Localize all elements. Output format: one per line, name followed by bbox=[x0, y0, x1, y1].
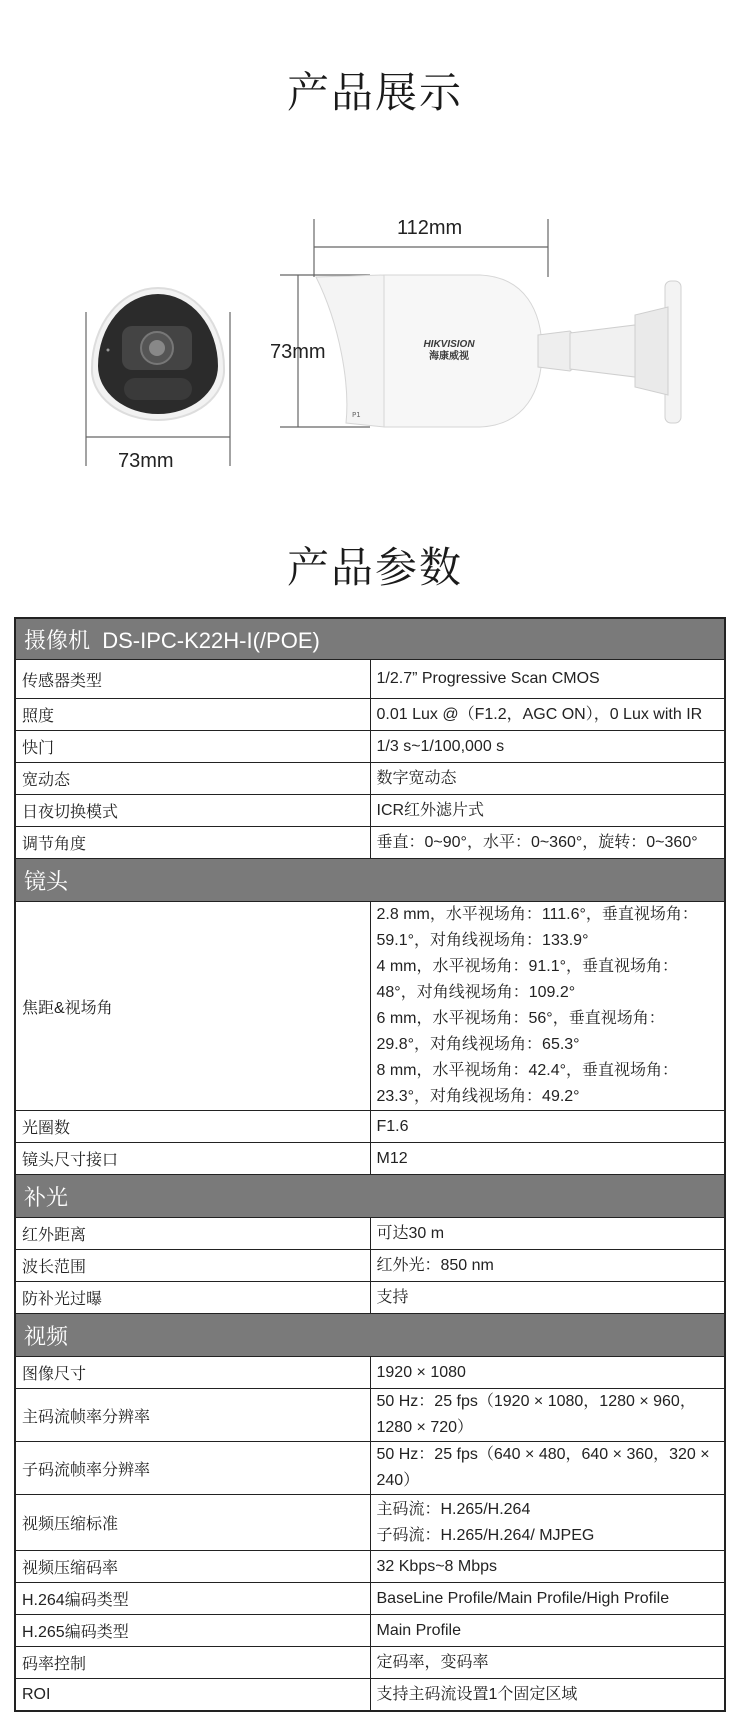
spec-value-line: 1920 × 1080 bbox=[376, 1363, 466, 1381]
spec-row bbox=[16, 902, 724, 1111]
spec-key: 照度 bbox=[16, 699, 370, 731]
spec-value-line: 4 mm，水平视场角：91.1°，垂直视场角：48°，对角线视场角：109.2° bbox=[376, 958, 679, 1001]
spec-row bbox=[16, 1615, 724, 1647]
spec-value-line: 1/2.7” Progressive Scan CMOS bbox=[376, 670, 600, 687]
brand-en: HIKVISION bbox=[423, 339, 475, 350]
spec-key: 视频压缩标准 bbox=[16, 1495, 370, 1551]
spec-value-line: ICR红外滤片式 bbox=[376, 801, 485, 819]
spec-row bbox=[16, 1111, 724, 1143]
light-header bbox=[16, 1175, 724, 1218]
spec-value bbox=[370, 827, 724, 859]
spec-value-line: M12 bbox=[376, 1149, 408, 1167]
spec-value-line: 50 Hz：25 fps（1920 × 1080，1280 × 960，1280 × 720） bbox=[376, 1393, 696, 1436]
spec-value bbox=[370, 1143, 724, 1175]
camera-front-illustration bbox=[80, 280, 240, 470]
spec-value-line: 6 mm，水平视场角：56°，垂直视场角：29.8°，对角线视场角：65.3° bbox=[376, 1010, 665, 1053]
spec-value-line: BaseLine Profile/Main Profile/High Profile bbox=[376, 1589, 670, 1607]
side-length-label: 112mm bbox=[397, 217, 463, 239]
camera-side-illustration bbox=[280, 215, 690, 430]
spec-key: 光圈数 bbox=[16, 1111, 370, 1143]
spec-value bbox=[370, 795, 724, 827]
spec-value bbox=[370, 731, 724, 763]
spec-value bbox=[370, 1442, 724, 1495]
spec-value bbox=[370, 1615, 724, 1647]
spec-row bbox=[16, 1495, 724, 1551]
side-height-label: 73mm bbox=[270, 341, 326, 363]
spec-key: 传感器类型 bbox=[16, 660, 370, 699]
spec-value-line: 主码流：H.265/H.264 bbox=[376, 1500, 531, 1518]
spec-row bbox=[16, 660, 724, 699]
section-label: 镜头 bbox=[24, 868, 69, 894]
spec-value bbox=[370, 1357, 724, 1389]
spec-key: 主码流帧率分辨率 bbox=[16, 1389, 370, 1442]
spec-value-line: F1.6 bbox=[376, 1117, 409, 1135]
spec-row bbox=[16, 1143, 724, 1175]
spec-row bbox=[16, 699, 724, 731]
video-header bbox=[16, 1314, 724, 1357]
spec-value-line: 红外光：850 nm bbox=[376, 1256, 494, 1274]
spec-row bbox=[16, 1551, 724, 1583]
spec-key: 视频压缩码率 bbox=[16, 1551, 370, 1583]
spec-key: 调节角度 bbox=[16, 827, 370, 859]
spec-value bbox=[370, 1218, 724, 1250]
spec-key: 红外距离 bbox=[16, 1218, 370, 1250]
spec-row bbox=[16, 1282, 724, 1314]
brand-cn: 海康威视 bbox=[429, 351, 469, 362]
spec-row bbox=[16, 1250, 724, 1282]
spec-row bbox=[16, 1647, 724, 1679]
spec-value-line: Main Profile bbox=[376, 1621, 461, 1639]
spec-value bbox=[370, 1679, 724, 1711]
spec-row bbox=[16, 731, 724, 763]
spec-value bbox=[370, 1495, 724, 1551]
lens-header bbox=[16, 859, 724, 902]
spec-row bbox=[16, 1218, 724, 1250]
spec-value-line: 32 Kbps~8 Mbps bbox=[376, 1557, 498, 1575]
spec-key: 镜头尺寸接口 bbox=[16, 1143, 370, 1175]
spec-key: 子码流帧率分辨率 bbox=[16, 1442, 370, 1495]
spec-key: 码率控制 bbox=[16, 1647, 370, 1679]
spec-key: 日夜切换模式 bbox=[16, 795, 370, 827]
spec-value bbox=[370, 1111, 724, 1143]
spec-value-line: 可达30 m bbox=[376, 1224, 445, 1242]
spec-value-line: 8 mm，水平视场角：42.4°，垂直视场角：23.3°，对角线视场角：49.2° bbox=[376, 1062, 679, 1105]
spec-table bbox=[14, 617, 726, 1712]
front-width-label: 73mm bbox=[118, 450, 174, 472]
spec-value-line: 数字宽动态 bbox=[376, 769, 457, 787]
spec-value bbox=[370, 1551, 724, 1583]
spec-key: 宽动态 bbox=[16, 763, 370, 795]
spec-value-line: 50 Hz：25 fps（640 × 480，640 × 360，320 × 240） bbox=[376, 1446, 710, 1489]
section-label: 视频 bbox=[24, 1323, 69, 1349]
spec-value bbox=[370, 660, 724, 699]
spec-value-line: 支持主码流设置1个固定区域 bbox=[376, 1685, 578, 1703]
spec-value bbox=[370, 1583, 724, 1615]
model-number: DS-IPC-K22H-I(/POE) bbox=[102, 627, 320, 653]
spec-row bbox=[16, 763, 724, 795]
spec-row bbox=[16, 827, 724, 859]
spec-key: 图像尺寸 bbox=[16, 1357, 370, 1389]
params-title: 产品参数 bbox=[286, 543, 463, 592]
brand-logo bbox=[414, 339, 484, 363]
spec-value-line: 1/3 s~1/100,000 s bbox=[376, 737, 505, 755]
spec-key: H.264编码类型 bbox=[16, 1583, 370, 1615]
spec-value-line: 子码流：H.265/H.264/ MJPEG bbox=[376, 1526, 595, 1544]
spec-key: H.265编码类型 bbox=[16, 1615, 370, 1647]
spec-value-line: 2.8 mm，水平视场角：111.6°，垂直视场角：59.1°，对角线视场角：133.9° bbox=[376, 906, 698, 949]
section-label: 摄像机 bbox=[24, 627, 91, 653]
spec-value bbox=[370, 1250, 724, 1282]
spec-row bbox=[16, 1357, 724, 1389]
spec-key: 快门 bbox=[16, 731, 370, 763]
display-title: 产品展示 bbox=[286, 68, 463, 117]
spec-row bbox=[16, 1679, 724, 1711]
camera-header bbox=[16, 619, 724, 660]
spec-row bbox=[16, 1389, 724, 1442]
spec-value bbox=[370, 902, 724, 1111]
spec-row bbox=[16, 1442, 724, 1495]
spec-key: 波长范围 bbox=[16, 1250, 370, 1282]
spec-row bbox=[16, 795, 724, 827]
spec-value bbox=[370, 1389, 724, 1442]
spec-value-line: 垂直：0~90°，水平：0~360°，旋转：0~360° bbox=[376, 833, 698, 851]
spec-value bbox=[370, 1647, 724, 1679]
spec-key: 焦距&视场角 bbox=[16, 902, 370, 1111]
spec-key: 防补光过曝 bbox=[16, 1282, 370, 1314]
spec-value-line: 定码率，变码率 bbox=[376, 1653, 489, 1671]
spec-value-line: 支持 bbox=[376, 1288, 409, 1306]
spec-value bbox=[370, 763, 724, 795]
spec-row bbox=[16, 1583, 724, 1615]
section-label: 补光 bbox=[24, 1184, 69, 1210]
spec-value bbox=[370, 699, 724, 731]
spec-value bbox=[370, 1282, 724, 1314]
model-mark: P1 bbox=[352, 411, 361, 419]
spec-value-line: 0.01 Lux @（F1.2，AGC ON），0 Lux with IR bbox=[376, 705, 703, 723]
spec-key: ROI bbox=[16, 1679, 370, 1711]
